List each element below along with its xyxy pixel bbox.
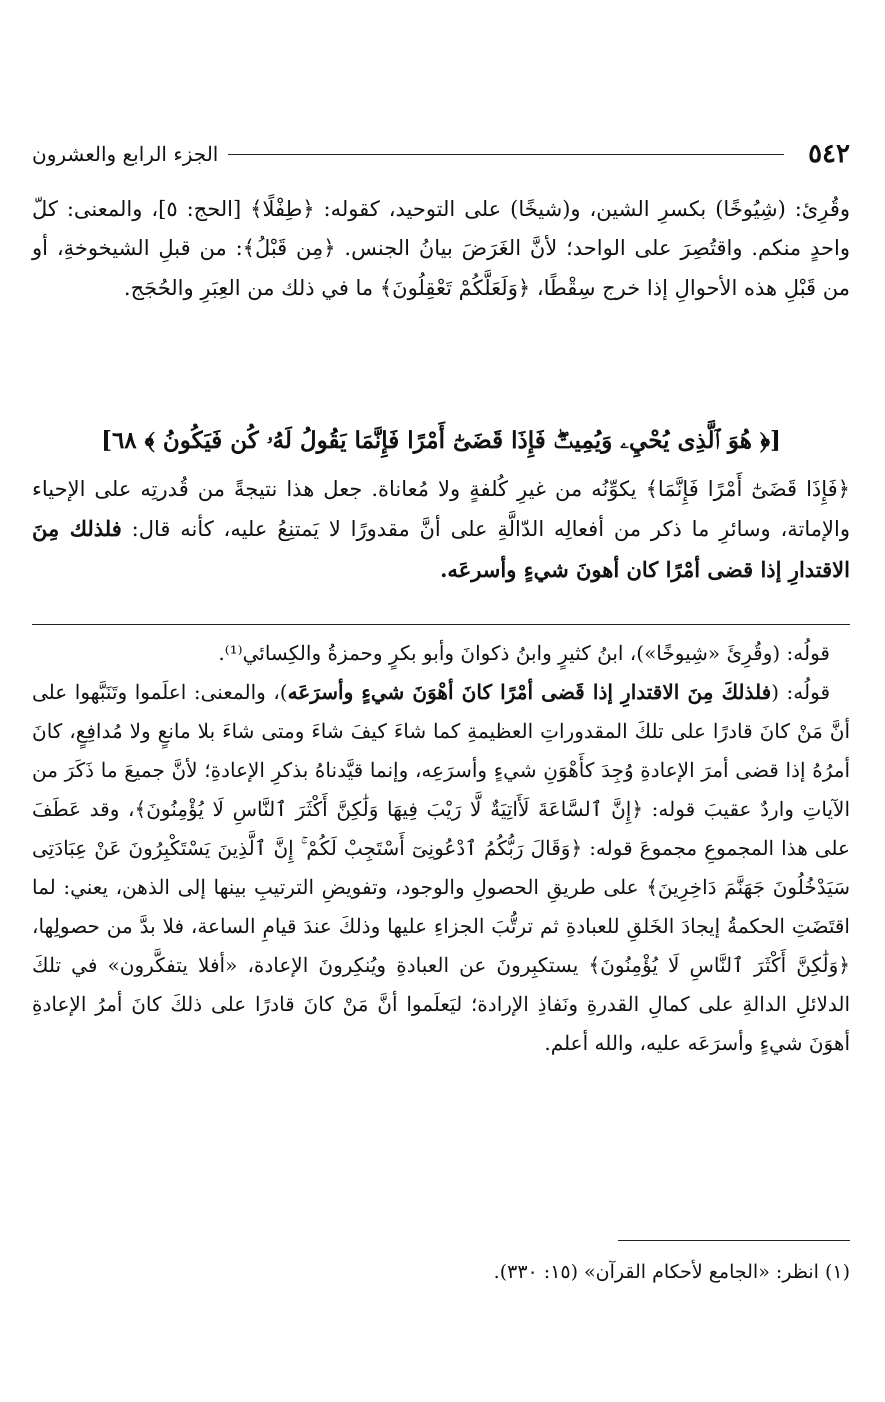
main-paragraph-2-text: ﴿فَإِذَا قَضَىٰٓ أَمْرًا فَإِنَّمَا﴾ يكوِّنُه من غيرِ كُلفةٍ ولا مُعاناة. جعل هذا نتيجةً من قُدرتِه على الإحياء والإماتة، وسائرِ ما ذكر من أفعالِه الدّالَّةِ على أنَّ مقدورًا لا يَمتنِعُ عليه، كأنه قال:: [32, 477, 851, 542]
commentary-separator: [32, 624, 850, 625]
main-paragraph-2-bold: فلذلك مِنَ الاقتدارِ إذا قضى أمْرًا كان أهونَ شيءٍ وأسرعَه.: [32, 516, 850, 582]
header-rule: [228, 154, 784, 155]
commentary-paragraph-2-lead: قولُه: (: [771, 680, 831, 704]
main-paragraph-2: [32, 470, 850, 590]
main-text-block-2: [32, 470, 850, 590]
main-paragraph-1: وقُرِئ: (شِيُوخًا) بكسرِ الشين، و(شيخًا) على التوحيد، كقوله: ﴿طِفْلًا﴾ [الحج: ٥]، والمعنى: كلّ واحدٍ منكم. واقتُصِرَ على الواحد؛ لأنَّ الغَرَضَ بيانُ الجنس. ﴿مِن قَبْلُ﴾: من قبلِ الشيخوخةِ، أو من قَبْلِ هذه الأحوالِ إذا خرج سِقْطًا، ﴿وَلَعَلَّكُمْ تَعْقِلُونَ﴾ ما في ذلك من العِبَرِ والحُجَج.: [32, 197, 850, 300]
running-title: الجزء الرابع والعشرون: [32, 142, 219, 166]
footnote: (١) انظر: «الجامع لأحكام القرآن» (١٥: ٣٣٠).: [493, 1261, 850, 1283]
footnote-separator: [618, 1240, 850, 1241]
page-header: [32, 136, 850, 172]
commentary-paragraph-2: [32, 673, 850, 1063]
quran-verse: [﴿ هُوَ ٱلَّذِى يُحْيِۦ وَيُمِيتُۖ فَإِذَا قَضَىٰٓ أَمْرًا فَإِنَّمَا يَقُولُ لَهُۥ كُن فَيَكُونُ ﴾ ٦٨]: [101, 427, 781, 454]
main-text-block: [32, 190, 850, 308]
page-number: ٥٤٢: [808, 139, 850, 169]
commentary-paragraph-1: قولُه: (وقُرِئَ «شِيوخًا»)، ابنُ كثيرٍ وابنُ ذكوانَ وأبو بكرٍ وحمزةُ والكِسائي⁽¹⁾.: [218, 641, 830, 665]
commentary-paragraph-2-bold: فلذلكَ مِنَ الاقتدارِ إذا قَضى أمْرًا كانَ أهْوَنَ شيءٍ وأسرَعَه: [287, 680, 772, 704]
commentary-block: [32, 634, 850, 1063]
commentary-paragraph-2-rest: )، والمعنى: اعلَموا وتَنَبَّهوا على أنَّ مَنْ كانَ قادرًا على تلكَ المقدوراتِ العظيمةِ كما شاءَ كيفَ شاءَ ومتى شاءَ بلا مانعٍ ولا مُدافِعٍ، كانَ أمرُهُ إذا قضى أمرَ الإعادةِ وُجِدَ كأَهْوَنِ شيءٍ وأسرَعِه، وإنما قيَّدناهُ بذكرِ الإعادةِ؛ لأنَّ جميعَ ما ذَكَرَ من الآياتِ واردٌ عقيبَ قوله: ﴿إِنَّ ٱلسَّاعَةَ لَأَاتِيَةٌ لَّا رَيْبَ فِيهَا وَلَٰكِنَّ أَكْثَرَ ٱلنَّاسِ لَا يُؤْمِنُونَ﴾، وقد عَطَفَ على هذا المجموعِ مجموعَ قوله: ﴿وَقَالَ رَبُّكُمُ ٱدْعُونِىٓ أَسْتَجِبْ لَكُمْ ۚ إِنَّ ٱلَّذِينَ يَسْتَكْبِرُونَ عَنْ عِبَادَتِى سَيَدْخُلُونَ جَهَنَّمَ دَاخِرِينَ﴾ على طريقِ الحصولِ والوجود، وتفويضِ الترتيبِ بينها إلى الذهن، يعني: لما اقتَضَتِ الحكمةُ إيجادَ الخَلقِ للعبادةِ ثم ترتُّبَ الجزاءِ عليها وذلكَ عندَ قيامِ الساعة، فلا بدَّ من حصولِها، ﴿وَلَٰكِنَّ أَكْثَرَ ٱلنَّاسِ لَا يُؤْمِنُونَ﴾ يستكبِرونَ عن العبادةِ ويُنكِرونَ الإعادة، «أفلا يتفكَّرون» في تلكَ الدلائلِ الدالةِ على كمالِ القدرةِ ونَفاذِ الإرادة؛ ليَعلَموا أنَّ مَنْ كانَ قادرًا على ذلكَ كانَ أمرُ الإعادةِ أهوَنَ شيءٍ وأسرَعَه عليه، والله أعلم.: [32, 680, 851, 1055]
